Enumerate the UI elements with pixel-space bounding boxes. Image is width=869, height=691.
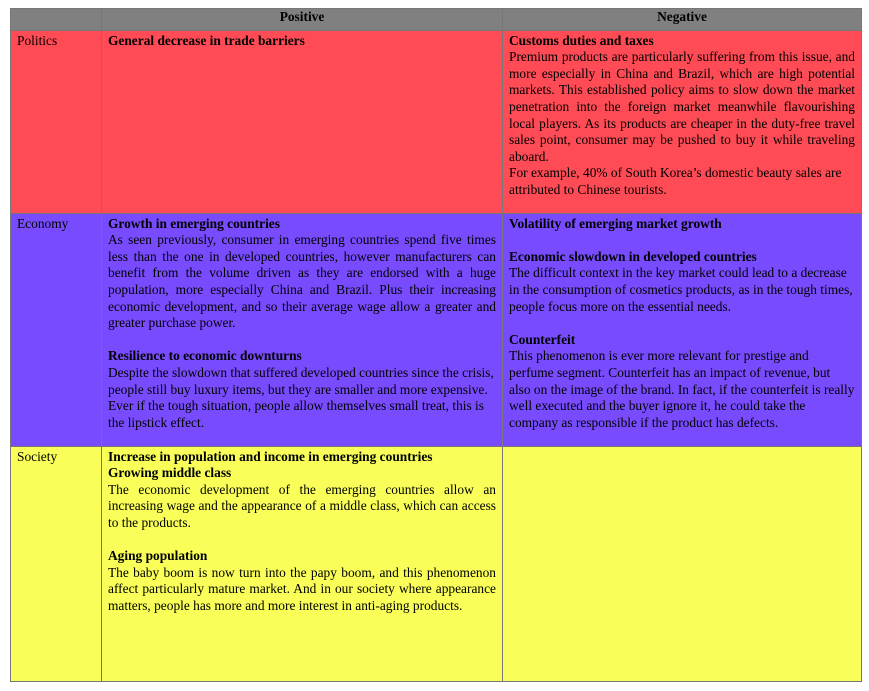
cell-block: [509, 249, 855, 315]
block-paragraph: Despite the slowdown that suffered developed countries since the crisis, people still buy luxury items, but they are smaller and more expensive. Ever if the tough situation, people allow themselves small treat, this is the lipstick effect.: [108, 364, 494, 430]
block-heading: Aging population: [108, 548, 208, 564]
cell-block: [108, 465, 496, 531]
row-label: Economy: [11, 213, 102, 446]
cell-block: [108, 33, 496, 50]
pest-analysis-table: [10, 8, 862, 682]
block-paragraph: The baby boom is now turn into the papy boom, and this phenomenon affect particularly mature market. And in our society where appearance matters, people has more and more interest in anti-aging products.: [108, 564, 496, 613]
cell-block: [509, 332, 855, 432]
table-row-society: [11, 446, 862, 681]
block-heading: Counterfeit: [509, 331, 576, 347]
block-paragraph: The economic development of the emerging countries allow an increasing wage and the appearance of a middle class, which can access to the products.: [108, 481, 496, 530]
block-heading: Growth in emerging countries: [108, 215, 280, 231]
block-heading: Growing middle class: [108, 465, 232, 481]
block-paragraph: The difficult context in the key market could lead to a decrease in the consumption of cosmetics products, as in the tough times, people focus more on the essential needs.: [509, 265, 853, 314]
table-row-politics: [11, 30, 862, 213]
positive-cell: [102, 30, 503, 213]
positive-cell: [102, 213, 503, 446]
block-paragraph: Premium products are particularly suffering from this issue, and more especially in China and Brazil, which are high potential markets. This established policy aims to slow down the market penetration into the foreign market meanwhile flavourishing local players. As its products are cheaper in the duty-free travel sales point, consumer may be pushed to buy it while traveling aboard.: [509, 49, 855, 164]
block-heading: General decrease in trade barriers: [108, 32, 305, 48]
negative-cell: [503, 213, 862, 446]
cell-block: [509, 216, 855, 233]
block-paragraph: For example, 40% of South Korea’s domestic beauty sales are attributed to Chinese tourists.: [509, 165, 842, 197]
header-row: [11, 9, 862, 31]
cell-block: [108, 348, 496, 431]
cell-block: [108, 548, 496, 614]
cell-block: [509, 33, 855, 199]
row-label: Society: [11, 446, 102, 681]
block-paragraph: This phenomenon is ever more relevant for prestige and perfume segment. Counterfeit has an impact of revenue, but also on the image of the brand. In fact, if the counterfeit is really well executed and the buyer ignore it, he could take the company as responsible if the product has defects.: [509, 348, 855, 430]
header-blank: [11, 9, 102, 31]
cell-block: [108, 449, 496, 466]
header-negative: Negative: [503, 9, 862, 31]
table-row-economy: [11, 213, 862, 446]
block-heading: Increase in population and income in emerging countries: [108, 448, 433, 464]
block-heading: Economic slowdown in developed countries: [509, 248, 757, 264]
negative-cell: [503, 30, 862, 213]
negative-cell: [503, 446, 862, 681]
block-paragraph: As seen previously, consumer in emerging countries spend five times less than the one in developed countries, however manufacturers can benefit from the volume driven as they are endorsed with a huge population, more especially China and Brazil. Plus their increasing economic development, and so their average wage allow a greater and greater purchase power.: [108, 232, 496, 331]
positive-cell: [102, 446, 503, 681]
block-heading: Customs duties and taxes: [509, 32, 654, 48]
block-heading: Volatility of emerging market growth: [509, 215, 722, 231]
cell-block: [108, 216, 496, 332]
header-positive: Positive: [102, 9, 503, 31]
row-label: Politics: [11, 30, 102, 213]
block-heading: Resilience to economic downturns: [108, 348, 302, 364]
